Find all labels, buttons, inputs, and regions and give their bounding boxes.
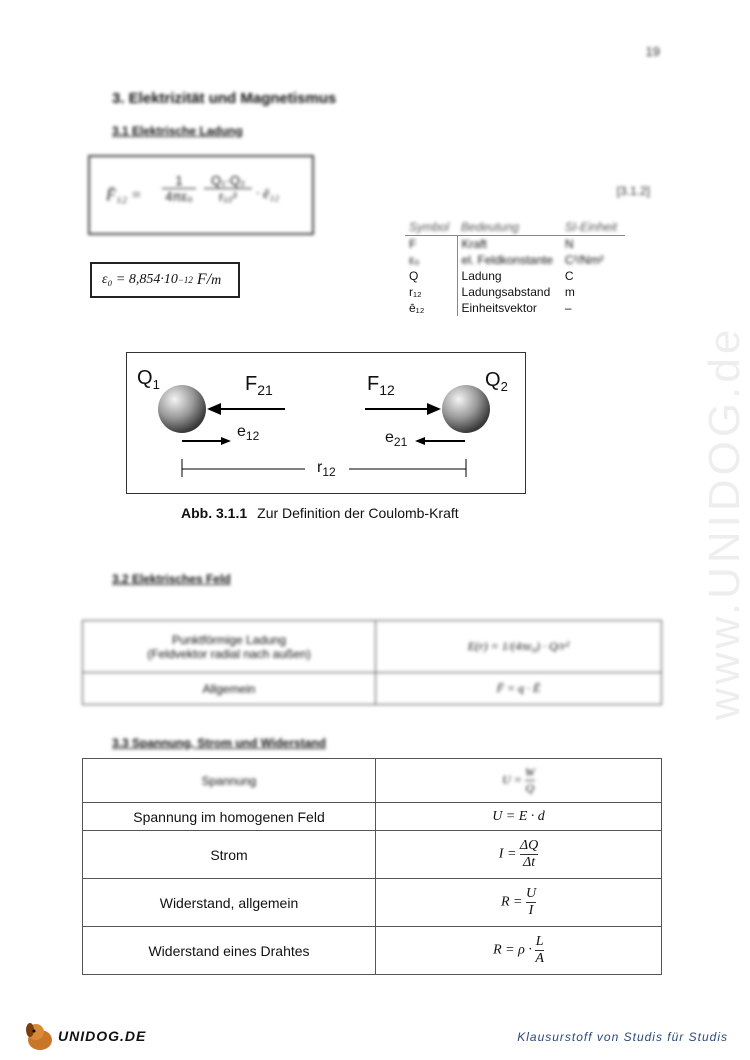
dog-icon	[22, 1018, 58, 1054]
fraction-2: Q₁·Q₂ r₁₂²	[204, 173, 252, 204]
formula-lhs: F̄₁₂ =	[106, 187, 142, 204]
epsilon-exponent: −12	[177, 275, 193, 285]
chapter-title: 3. Elektrizität und Magnetismus	[112, 90, 337, 107]
label-f12: $F_{12}$	[367, 373, 395, 398]
epsilon-constant-box	[90, 262, 240, 298]
label-q1: $Q_1$	[137, 367, 160, 392]
table-row: Strom I = $\frac{\Delta Q}{\Delta t}$	[83, 831, 662, 879]
coulomb-figure	[126, 352, 526, 494]
unidog-logo[interactable]	[22, 1018, 162, 1054]
footer-slogan: Klausurstoff von Studis für Studis	[517, 1030, 728, 1044]
coulomb-formula-box	[88, 155, 314, 235]
field-table	[82, 620, 662, 705]
section-title: 3.3 Spannung, Strom und Widerstand	[112, 736, 326, 750]
table-row: r₁₂ Ladungsabstand m	[405, 284, 625, 300]
table-row: ē₁₂ Einheitsvektor –	[405, 300, 625, 316]
logo-text: UNIDOG.DE	[58, 1028, 147, 1044]
fraction-1: 1 4πε₀	[162, 173, 196, 204]
figure-caption: Abb. 3.1.1 Zur Definition der Coulomb-Kraft	[181, 505, 459, 521]
charge-q1-sphere	[158, 385, 206, 433]
symbol-table: Symbol Bedeutung SI-Einheit F Kraft N ε₀ el. Feldkonstante C²/Nm² Q Ladung C r₁₂ Ladungsabstand m ē₁₂ Einheitsvektor –	[405, 219, 625, 316]
table-row: Punktförmige Ladung (Feldvektor radial nach außen) E(r) = 1/(4πε₀) · Q/r²	[83, 621, 662, 673]
section-title: 3.1 Elektrische Ladung	[112, 124, 243, 138]
table-row: Allgemein F̄ = q · Ē	[83, 673, 662, 705]
section-title: 3.2 Elektrisches Feld	[112, 572, 231, 586]
watermark: www.UNIDOG.de	[700, 325, 749, 720]
equation-reference: [3.1.2]	[616, 184, 650, 198]
table-row: Widerstand, allgemein R = $\frac{U}{I}$	[83, 879, 662, 927]
table-row: Spannung im homogenen Feld U = E · d	[83, 803, 662, 831]
voltage-current-table	[82, 758, 662, 975]
table-row: Widerstand eines Drahtes R = ρ · $\frac{L}{A}$	[83, 927, 662, 975]
unit-vector: · ē₁₂	[256, 187, 279, 202]
page-number: 19	[645, 44, 660, 59]
label-q2: $Q_2$	[485, 369, 508, 394]
table-row: Q Ladung C	[405, 268, 625, 284]
table-row: Spannung U = $\frac{W}{Q}$	[83, 759, 662, 803]
table-row: F Kraft N	[405, 236, 625, 253]
label-e21: $e_{21}$	[385, 429, 408, 450]
epsilon-value: ε₀ = 8,854·10	[102, 272, 178, 287]
label-e12: $e_{12}$	[237, 423, 260, 444]
label-f21: $F_{21}$	[245, 373, 273, 398]
charge-q2-sphere	[442, 385, 490, 433]
table-row: ε₀ el. Feldkonstante C²/Nm²	[405, 252, 625, 268]
label-r12: $r_{12}$	[317, 459, 336, 480]
epsilon-unit: F/m	[196, 271, 222, 288]
